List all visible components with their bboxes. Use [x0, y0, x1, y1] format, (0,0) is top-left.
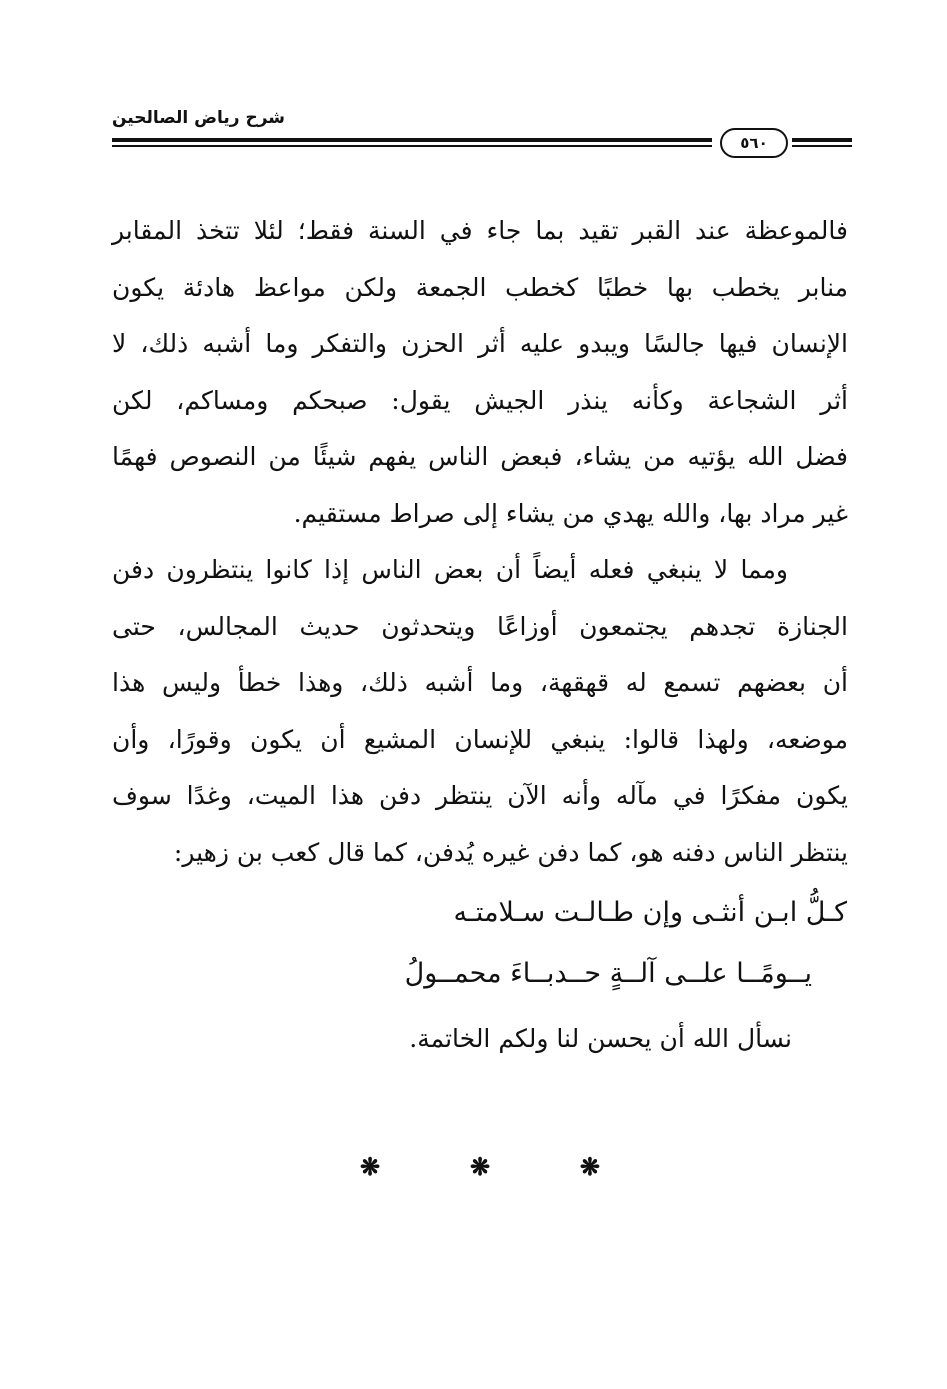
text-line: أثر الشجاعة وكأنه ينذر الجيش يقول: صبحكم ومساكم، لكن [112, 385, 848, 415]
text-line: أن بعضهم تسمع له قهقهة، وما أشبه ذلك، وهذا خطأ وليس هذا [112, 668, 848, 697]
text-line: الإنسان فيها جالسًا ويبدو عليه أثر الحزن والتفكر وما أشبه ذلك، لا [112, 329, 848, 358]
text-line: الجنازة تجدهم يجتمعون أوزاعًا ويتحدثون حديث المجالس، حتى [112, 611, 848, 641]
poem-verse-second: يــومًــا علــى آلــةٍ حــدبــاءَ محمــولُ [404, 958, 812, 989]
book-title: شرح رياض الصالحين [112, 108, 286, 128]
section-separator [360, 1152, 600, 1181]
header-rule [112, 138, 712, 148]
star-ornament-icon: ❋ [579, 1152, 600, 1181]
body-text [112, 203, 848, 881]
page-header [112, 100, 852, 160]
paragraph [112, 203, 848, 542]
text-line: غير مراد بها، والله يهدي من يشاء إلى صراط مستقيم. [293, 498, 848, 528]
text-line: فالموعظة عند القبر تقيد بما جاء في السنة فقط؛ لئلا تتخذ المقابر [112, 216, 848, 245]
text-line: ينتظر الناس دفنه هو، كما دفن غيره يُدفن، كما قال كعب بن زهير: [173, 837, 848, 867]
text-line: منابر يخطب بها خطبًا كخطب الجمعة ولكن مواعظ هادئة يكون [112, 272, 848, 302]
closing-line: نسأل الله أن يحسن لنا ولكم الخاتمة. [409, 1024, 792, 1053]
text-line: يكون مفكرًا في مآله وأنه الآن ينتظر دفن هذا الميت، وغدًا سوف [112, 781, 848, 810]
header-rule-short [792, 138, 852, 148]
poem-verse-first: كـلُّ ابـن أنثـى وإن طـالـت سـلامتـه [453, 897, 847, 928]
star-ornament-icon: ❋ [360, 1152, 381, 1181]
star-ornament-icon: ❋ [469, 1152, 491, 1181]
text-line: فضل الله يؤتيه من يشاء، فبعض الناس يفهم شيئًا من النصوص فهمًا [112, 442, 848, 471]
page-number: ٥٦٠ [720, 128, 788, 158]
text-line: ومما لا ينبغي فعله أيضاً أن بعض الناس إذا كانوا ينتظرون دفن [112, 555, 788, 584]
paragraph [112, 542, 848, 881]
text-line: موضعه، ولهذا قالوا: ينبغي للإنسان المشيع أن يكون وقورًا، وأن [112, 724, 848, 754]
